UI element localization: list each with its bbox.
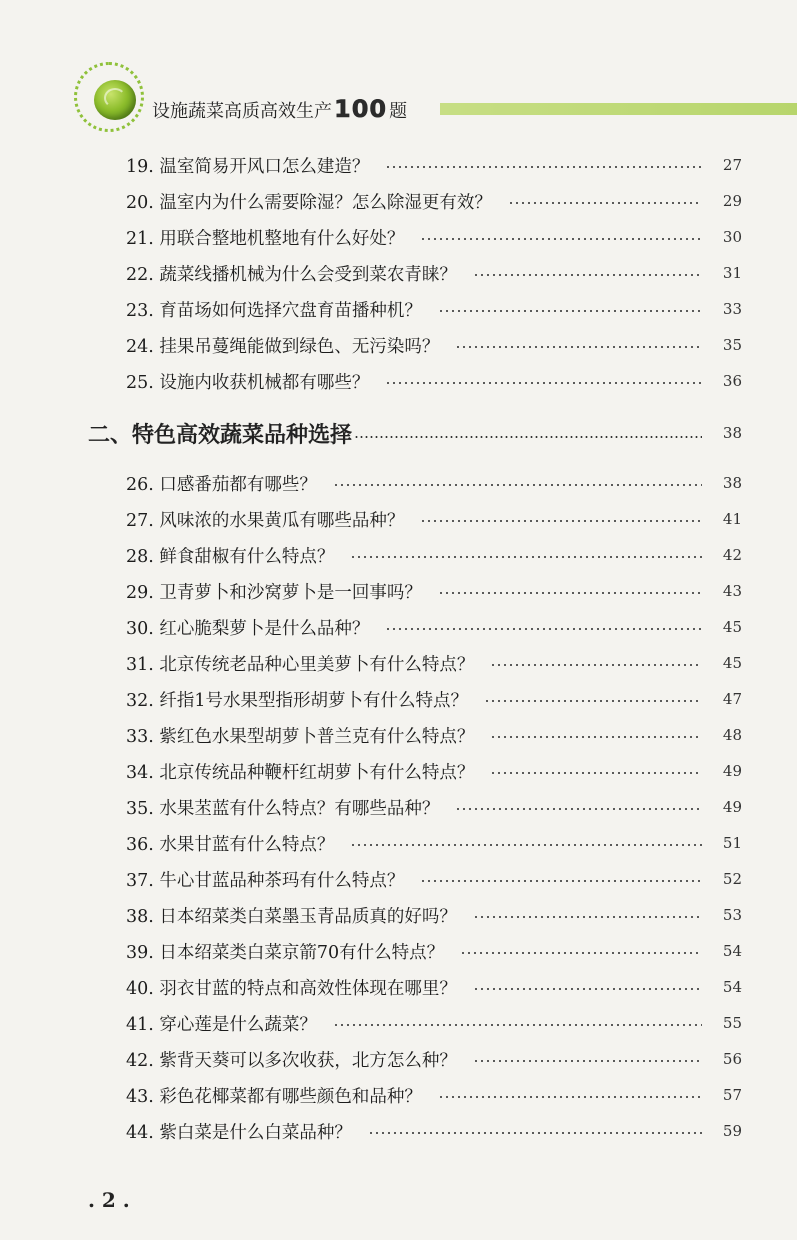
toc-entry-title: 33. 紫红色水果型胡萝卜普兰克有什么特点？ <box>126 726 475 747</box>
toc-entry[interactable] <box>126 330 742 360</box>
dot-leader <box>438 1096 702 1098</box>
toc-entry[interactable] <box>126 972 742 1002</box>
toc-entry[interactable] <box>126 828 742 858</box>
toc-entry-title: 19. 温室简易开风口怎么建造？ <box>126 156 370 177</box>
dot-leader <box>420 880 702 882</box>
toc-entry-title: 40. 羽衣甘蓝的特点和高效性体现在哪里？ <box>126 978 457 999</box>
toc-entry[interactable] <box>126 294 742 324</box>
toc-entry-title: 32. 纤指1号水果型指形胡萝卜有什么特点？ <box>126 690 469 711</box>
toc-entry-page: 27 <box>722 156 742 174</box>
toc-entry-page: 42 <box>722 546 742 564</box>
toc-entry-page: 47 <box>722 690 742 708</box>
toc-entry-title: 37. 牛心甘蓝品种茶玛有什么特点？ <box>126 870 405 891</box>
header-green-bar <box>440 103 797 115</box>
toc-entry[interactable] <box>126 756 742 786</box>
dot-leader <box>460 952 702 954</box>
toc-entry-title: 43. 彩色花椰菜都有哪些颜色和品种？ <box>126 1086 422 1107</box>
toc-entry-title: 24. 挂果吊蔓绳能做到绿色、无污染吗？ <box>126 336 440 357</box>
header-title-suffix: 题 <box>389 101 408 122</box>
toc-entry-title: 26. 口感番茄都有哪些？ <box>126 474 317 495</box>
toc-entry-title: 39. 日本绍菜类白菜京箭70有什么特点？ <box>126 942 445 963</box>
dot-leader <box>420 520 702 522</box>
toc-entry-page: 48 <box>722 726 742 744</box>
toc-entry-title: 41. 穿心莲是什么蔬菜？ <box>126 1014 317 1035</box>
dot-leader <box>350 844 702 846</box>
toc-entry-page: 43 <box>722 582 742 600</box>
toc-entry-page: 54 <box>722 978 742 996</box>
dot-leader <box>438 592 702 594</box>
toc-entry-title: 25. 设施内收获机械都有哪些？ <box>126 372 370 393</box>
toc-entry[interactable] <box>126 1008 742 1038</box>
dot-leader <box>508 202 702 204</box>
dot-leader <box>490 736 702 738</box>
toc-entry-page: 33 <box>722 300 742 318</box>
toc-entry-title: 42. 紫背天葵可以多次收获，北方怎么种？ <box>126 1050 457 1071</box>
toc-entry-title: 22. 蔬菜线播机械为什么会受到菜农青睐？ <box>126 264 457 285</box>
toc-entry[interactable] <box>126 222 742 252</box>
toc-entry-title: 27. 风味浓的水果黄瓜有哪些品种？ <box>126 510 405 531</box>
toc-entry[interactable] <box>126 1080 742 1110</box>
toc-entry-page: 36 <box>722 372 742 390</box>
header-title-prefix: 设施蔬菜高质高效生产 <box>152 101 332 122</box>
toc-entry[interactable] <box>126 366 742 396</box>
toc-entry[interactable] <box>126 258 742 288</box>
toc-entry-title: 23. 育苗场如何选择穴盘育苗播种机？ <box>126 300 422 321</box>
toc-entry-page: 54 <box>722 942 742 960</box>
dot-leader <box>354 436 702 438</box>
toc-entry-title: 20. 温室内为什么需要除湿？怎么除湿更有效？ <box>126 192 492 213</box>
dot-leader <box>385 166 702 168</box>
dot-leader <box>368 1132 702 1134</box>
dot-leader <box>385 628 702 630</box>
toc-entry[interactable] <box>126 1044 742 1074</box>
dot-leader <box>420 238 702 240</box>
dot-leader <box>455 346 702 348</box>
dot-leader <box>484 700 702 702</box>
toc-entry[interactable] <box>126 1116 742 1146</box>
toc-entry-title: 29. 卫青萝卜和沙窝萝卜是一回事吗？ <box>126 582 422 603</box>
dot-leader <box>473 916 702 918</box>
toc-entry-title: 38. 日本绍菜类白菜墨玉青品质真的好吗？ <box>126 906 457 927</box>
toc-entry-page: 52 <box>722 870 742 888</box>
page-number: . 2 . <box>88 1188 130 1212</box>
toc-entry-page: 51 <box>722 834 742 852</box>
toc-entry[interactable] <box>126 504 742 534</box>
toc-entry-title: 21. 用联合整地机整地有什么好处？ <box>126 228 405 249</box>
toc-entry-page: 49 <box>722 762 742 780</box>
toc-section-heading[interactable] <box>88 415 742 451</box>
toc-entry-page: 29 <box>722 192 742 210</box>
toc-entry[interactable] <box>126 936 742 966</box>
toc-entry-page: 30 <box>722 228 742 246</box>
toc-entry-page: 49 <box>722 798 742 816</box>
dot-leader <box>473 988 702 990</box>
toc-entry[interactable] <box>126 540 742 570</box>
toc-entry[interactable] <box>126 864 742 894</box>
toc-entry-title: 34. 北京传统品种鞭杆红胡萝卜有什么特点？ <box>126 762 475 783</box>
dot-leader <box>350 556 702 558</box>
toc-entry[interactable] <box>126 612 742 642</box>
toc-entry-page: 53 <box>722 906 742 924</box>
header-title-number: 100 <box>334 95 388 123</box>
toc-entry-title: 28. 鲜食甜椒有什么特点？ <box>126 546 335 567</box>
toc-entry-title: 35. 水果苤蓝有什么特点？有哪些品种？ <box>126 798 440 819</box>
dot-leader <box>333 1024 702 1026</box>
toc-entry-page: 41 <box>722 510 742 528</box>
toc-entry-page: 59 <box>722 1122 742 1140</box>
dot-leader <box>438 310 702 312</box>
dot-leader <box>473 274 702 276</box>
toc-entry-page: 45 <box>722 654 742 672</box>
toc-entry-title: 30. 红心脆梨萝卜是什么品种？ <box>126 618 370 639</box>
toc-entry-page: 56 <box>722 1050 742 1068</box>
toc-entry-page: 55 <box>722 1014 742 1032</box>
toc-entry[interactable] <box>126 900 742 930</box>
dot-leader <box>473 1060 702 1062</box>
running-header <box>152 95 407 125</box>
section-page: 38 <box>722 424 742 442</box>
section-title: 二、特色高效蔬菜品种选择 <box>88 422 353 448</box>
toc-entry-title: 31. 北京传统老品种心里美萝卜有什么特点？ <box>126 654 475 675</box>
toc-entry-page: 38 <box>722 474 742 492</box>
dot-leader <box>385 382 702 384</box>
toc-entry-page: 35 <box>722 336 742 354</box>
toc-entry[interactable] <box>126 576 742 606</box>
toc-entry-title: 36. 水果甘蓝有什么特点？ <box>126 834 335 855</box>
dot-leader <box>333 484 702 486</box>
toc-entry[interactable] <box>126 186 742 216</box>
dot-leader <box>455 808 702 810</box>
cabbage-logo-icon <box>94 80 136 120</box>
toc-entry[interactable] <box>126 648 742 678</box>
toc-entry[interactable] <box>126 792 742 822</box>
toc-entry[interactable] <box>126 684 742 714</box>
toc-entry-title: 44. 紫白菜是什么白菜品种？ <box>126 1122 352 1143</box>
dot-leader <box>490 664 702 666</box>
dot-leader <box>490 772 702 774</box>
toc-entry[interactable] <box>126 468 742 498</box>
toc-entry[interactable] <box>126 150 742 180</box>
toc-entry-page: 45 <box>722 618 742 636</box>
toc-entry[interactable] <box>126 720 742 750</box>
toc-entry-page: 31 <box>722 264 742 282</box>
toc-entry-page: 57 <box>722 1086 742 1104</box>
